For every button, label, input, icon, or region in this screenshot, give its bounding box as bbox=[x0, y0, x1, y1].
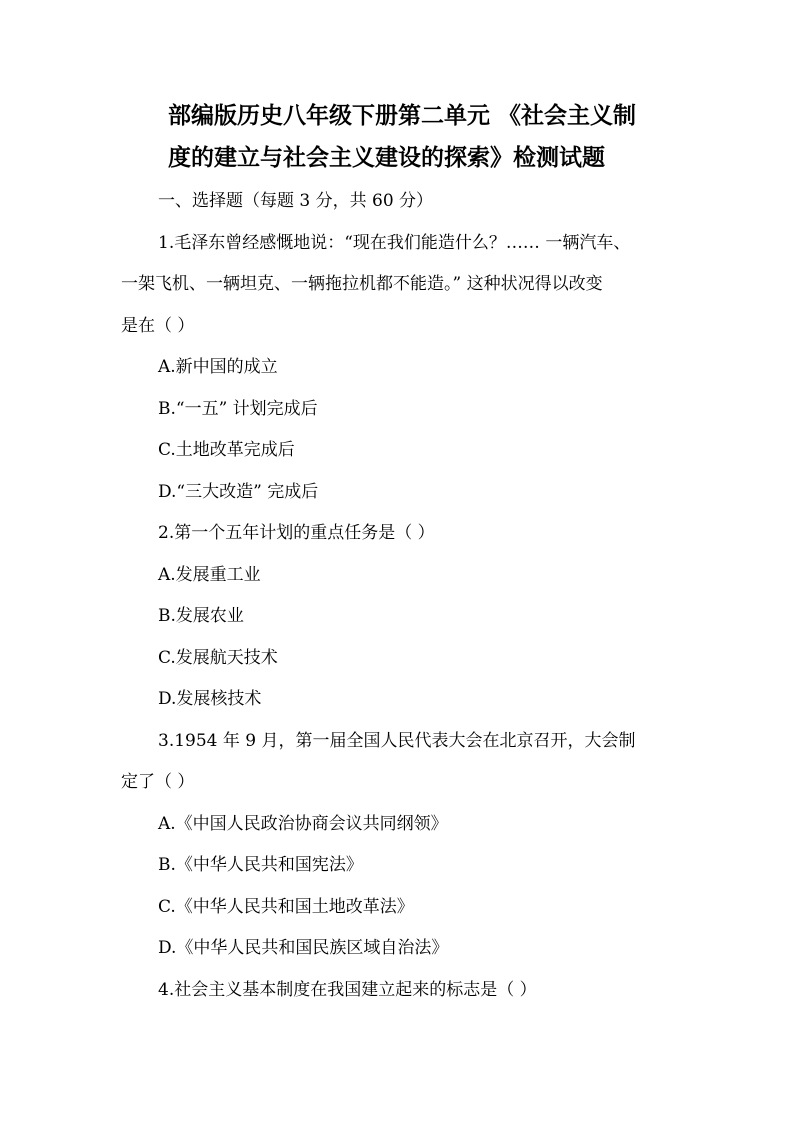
question-1-option-a: A.新中国的成立 bbox=[158, 357, 278, 377]
section-heading: 一、选择题（每题 3 分，共 60 分） bbox=[158, 191, 434, 211]
question-1-stem-line-3: 是在（ ） bbox=[121, 316, 195, 336]
question-1-stem-line-2: 一架飞机、一辆坦克、一辆拖拉机都不能造。” 这种状况得以改变 bbox=[121, 274, 603, 294]
question-2-option-a: A.发展重工业 bbox=[158, 565, 261, 585]
question-3-stem-line-2: 定了（ ） bbox=[121, 772, 195, 792]
question-3-option-a: A.《中国人民政治协商会议共同纲领》 bbox=[158, 814, 448, 834]
question-1-option-b: B.“一五” 计划完成后 bbox=[158, 399, 318, 419]
document-title-line-1: 部编版历史八年级下册第二单元 《社会主义制 bbox=[168, 102, 637, 129]
question-4-stem-line-1: 4.社会主义基本制度在我国建立起来的标志是（ ） bbox=[158, 980, 537, 1000]
document-title-line-2: 度的建立与社会主义建设的探索》检测试题 bbox=[168, 144, 605, 171]
question-2-option-d: D.发展核技术 bbox=[158, 689, 262, 709]
question-1-option-d: D.“三大改造” 完成后 bbox=[158, 482, 319, 502]
question-3-stem-line-1: 3.1954 年 9 月，第一届全国人民代表大会在北京召开，大会制 bbox=[158, 731, 636, 751]
question-3-option-d: D.《中华人民共和国民族区域自治法》 bbox=[158, 938, 449, 958]
question-2-option-c: C.发展航天技术 bbox=[158, 648, 278, 668]
question-1-option-c: C.土地改革完成后 bbox=[158, 440, 295, 460]
question-2-stem-line-1: 2.第一个五年计划的重点任务是（ ） bbox=[158, 523, 435, 543]
question-2-option-b: B.发展农业 bbox=[158, 606, 244, 626]
question-3-option-b: B.《中华人民共和国宪法》 bbox=[158, 855, 363, 875]
question-3-option-c: C.《中华人民共和国土地改革法》 bbox=[158, 897, 414, 917]
question-1-stem-line-1: 1.毛泽东曾经感慨地说：“现在我们能造什么？…… 一辆汽车、 bbox=[158, 233, 631, 253]
